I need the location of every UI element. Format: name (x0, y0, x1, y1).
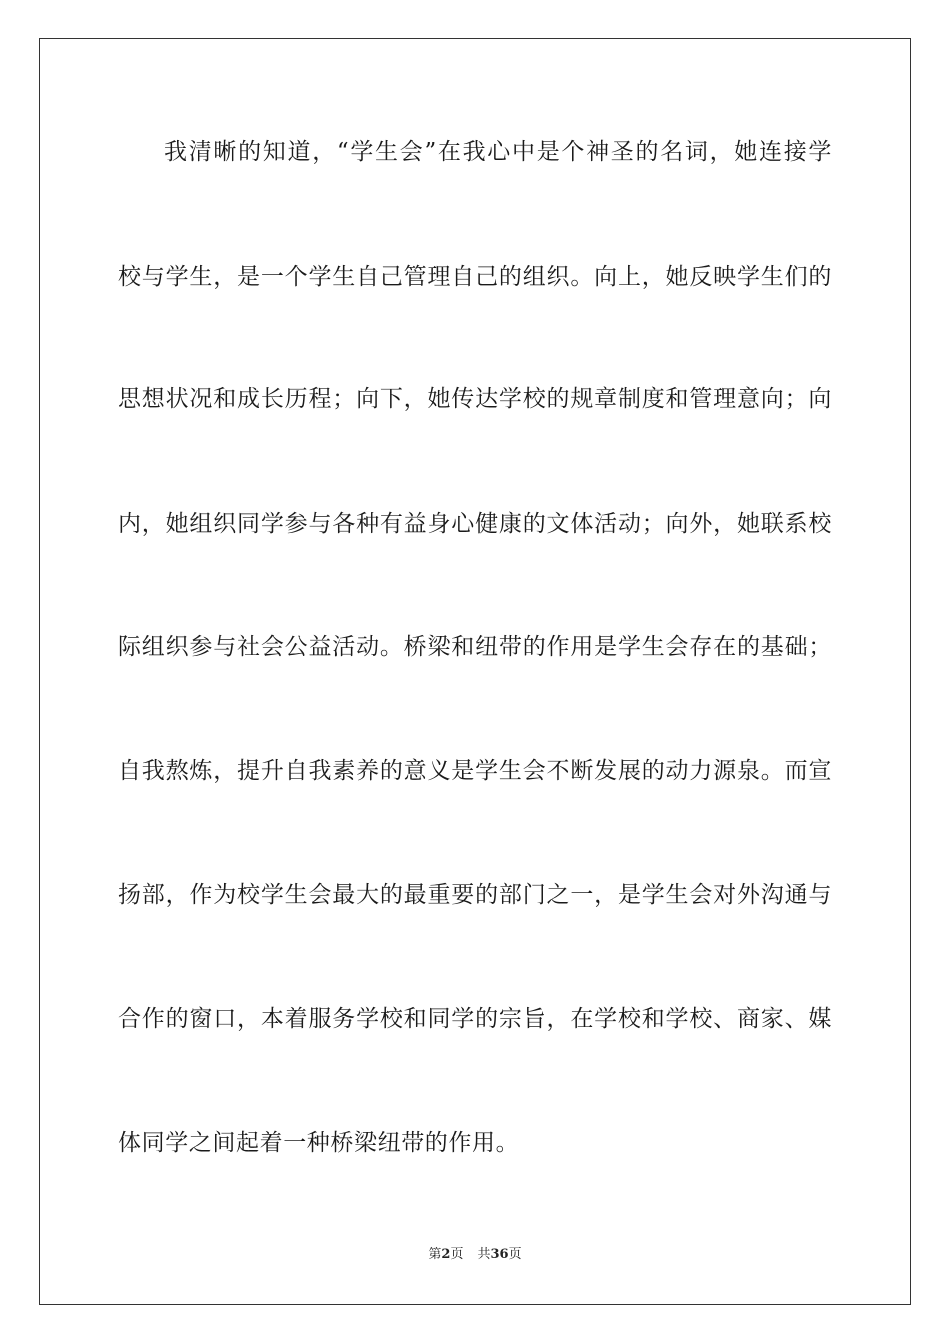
page-border (39, 38, 911, 1305)
total-pages: 36 (490, 1247, 509, 1262)
paragraph-line: 扬部，作为校学生会最大的最重要的部门之一，是学生会对外沟通与 (118, 882, 832, 908)
page-prefix: 第 (428, 1247, 442, 1262)
paragraph-line: 自我熬炼，提升自我素养的意义是学生会不断发展的动力源泉。而宣 (118, 758, 832, 784)
paragraph-line: 合作的窗口，本着服务学校和同学的宗旨，在学校和学校、商家、媒 (118, 1006, 832, 1032)
total-prefix: 共 (477, 1247, 491, 1262)
paragraph-line: 际组织参与社会公益活动。桥梁和纽带的作用是学生会存在的基础； (118, 634, 832, 660)
total-suffix: 页 (508, 1247, 522, 1262)
paragraph-line: 内，她组织同学参与各种有益身心健康的文体活动；向外，她联系校 (118, 511, 832, 537)
paragraph-line: 我清晰的知道，“学生会”在我心中是个神圣的名词，她连接学 (164, 139, 832, 165)
paragraph-line: 校与学生，是一个学生自己管理自己的组织。向上，她反映学生们的 (118, 264, 832, 290)
page-footer (0, 1246, 950, 1264)
page-number: 2 (441, 1247, 451, 1262)
page-suffix: 页 (450, 1247, 464, 1262)
paragraph-line: 体同学之间起着一种桥梁纽带的作用。 (118, 1130, 520, 1156)
paragraph-line: 思想状况和成长历程；向下，她传达学校的规章制度和管理意向；向 (118, 386, 832, 412)
